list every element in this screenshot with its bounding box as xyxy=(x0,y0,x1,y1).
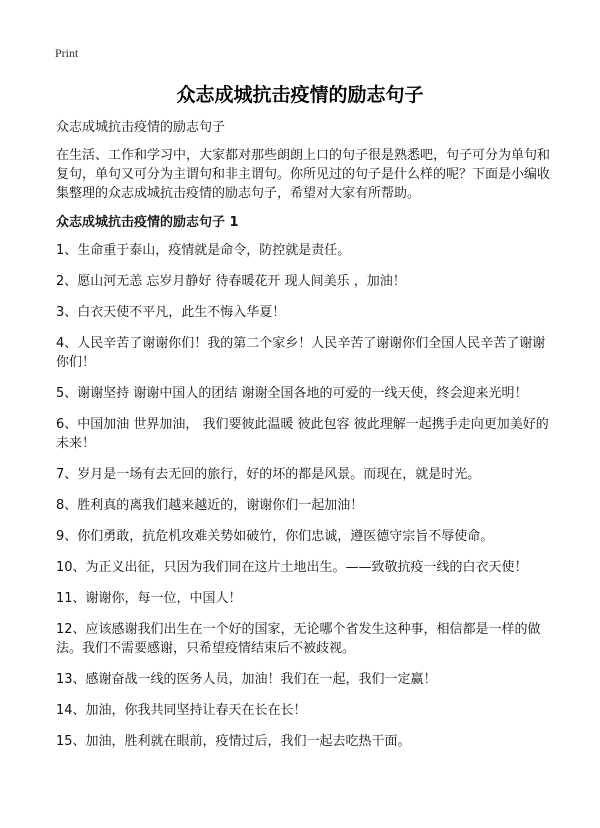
quote-item: 13、感谢奋战一线的医务人员，加油！我们在一起，我们一定赢！ xyxy=(56,672,437,687)
quote-item: 4、人民辛苦了谢谢你们！我的第二个家乡！人民辛苦了谢谢你们全国人民辛苦了谢谢你们！ xyxy=(56,336,546,370)
article-subtitle: 众志成城抗击疫情的励志句子 xyxy=(56,120,226,135)
page-title: 众志成城抗击疫情的励志句子 xyxy=(176,84,424,106)
article-body xyxy=(56,118,552,763)
quote-item: 12、应该感谢我们出生在一个好的国家，无论哪个省发生这种事，相信都是一样的做法。我们不需要感谢，只希望疫情结束后不被歧视。 xyxy=(56,622,541,656)
quote-list xyxy=(56,241,552,751)
quote-item: 1、生命重于泰山，疫情就是命令，防控就是责任。 xyxy=(56,243,351,258)
quote-item: 7、岁月是一场有去无回的旅行，好的坏的都是风景。而现在，就是时光。 xyxy=(56,467,481,482)
quote-item: 14、加油，你我共同坚持让春天在长在长！ xyxy=(56,703,307,718)
quote-item: 15、加油，胜利就在眼前，疫情过后，我们一起去吃热干面。 xyxy=(56,734,411,749)
quote-item: 10、为正义出征，只因为我们同在这片土地出生。——致敬抗疫一线的白衣天使！ xyxy=(56,560,528,575)
quote-item: 6、中国加油 世界加油， 我们要彼此温暖 彼此包容 彼此理解一起携手走向更加美好的未来！ xyxy=(56,417,549,451)
quote-item: 11、谢谢你，每一位，中国人！ xyxy=(56,591,242,606)
article-intro: 在生活、工作和学习中，大家都对那些朗朗上口的句子很是熟悉吧，句子可分为单句和复句，单句又可分为主谓句和非主谓句。你所见过的句子是什么样的呢？下面是小编收集整理的众志成城抗击疫情的励志句子，希望对大家有所帮助。 xyxy=(56,148,551,201)
quote-item: 2、愿山河无恙 忘岁月静好 待春暖花开 现人间美乐 ，加油！ xyxy=(56,274,406,289)
quote-item: 9、你们勇敢，抗危机攻难关势如破竹，你们忠诚，遵医德守宗旨不辱使命。 xyxy=(56,529,494,544)
quote-item: 3、白衣天使不平凡，此生不悔入华夏！ xyxy=(56,305,286,320)
quote-item: 5、谢谢坚持 谢谢中国人的团结 谢谢全国各地的可爱的一线天使，终会迎来光明！ xyxy=(56,386,528,401)
print-link[interactable]: Print xyxy=(55,46,79,60)
section-heading: 众志成城抗击疫情的励志句子 1 xyxy=(56,215,239,230)
quote-item: 8、胜利真的离我们越来越近的，谢谢你们一起加油！ xyxy=(56,498,364,513)
